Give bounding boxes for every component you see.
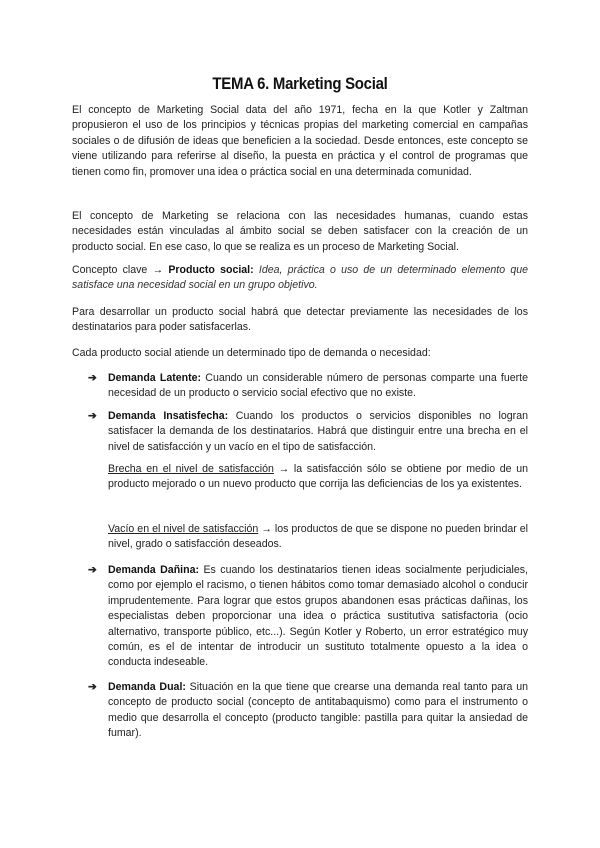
arrow-icon: ➔ [88, 372, 97, 384]
sub-term: Brecha en el nivel de satisfacción [108, 463, 274, 475]
arrow-icon: ➔ [88, 564, 97, 576]
bullet-dual-demand [88, 680, 528, 742]
sub-term: Vacío en el nivel de satisfacción [108, 523, 259, 535]
intro-paragraph: El concepto de Marketing Social data del año 1971, fecha en la que Kotler y Zaltman propusieron el uso de los principios y técnicas propias del marketing comercial en campañas sociales o de difusión de ideas que beneficien a la sociedad. Desde entonces, este concepto se viene utilizando para referirse al diseño, la puesta en práctica y el control de programas que tienen como fin, promover una idea o práctica social en una determinada comunidad. [72, 104, 528, 178]
key-concept-prefix: Concepto clave → [72, 264, 169, 276]
sub-text: → la satisfacción sólo se obtiene por medio de un producto mejorado o un nuevo producto que corrija las deficiencias de los ya existentes. [108, 463, 529, 491]
bullet-text: Es cuando los destinatarios tienen ideas socialmente perjudiciales, como por ejemplo el racismo, o tienen hábitos como tomar demasiado alcohol o conducir imprudentemente. Para lograr que estos grupos abandonen esas prácticas dañinas, los especialistas deben proporcionar una idea o práctica sustitutiva satisfactoria (ocio alternativo, transporte público, etc...). Según Kotler y Roberto, un error estratégico muy común, es el de intentar de introducir un sustituto totalmente opuesto a la idea o conducta indeseable. [108, 564, 528, 669]
bullet-harmful-demand [88, 563, 528, 671]
marketing-needs-paragraph: El concepto de Marketing se relaciona con las necesidades humanas, cuando estas necesidades están vinculadas al ámbito social se deben satisfacer con la creación de un producto social. En ese caso, lo que se realiza es un proceso de Marketing Social. [72, 210, 528, 253]
demand-intro: Cada producto social atiende un determinado tipo de demanda o necesidad: [72, 347, 431, 359]
bullet-latent-demand [88, 371, 529, 402]
sub-text: → los productos de que se dispone no pueden brindar el nivel, grado o satisfacción deseados. [108, 523, 528, 551]
void-satisfaction [108, 522, 528, 553]
bullet-term: Demanda Latente: [108, 372, 202, 384]
arrow-icon: ➔ [88, 681, 97, 693]
key-concept [72, 263, 528, 294]
key-concept-definition: Idea, práctica o uso de un determinado elemento que satisface una necesidad social en un grupo objetivo. [72, 264, 529, 292]
key-concept-term: Producto social: [168, 264, 254, 276]
bullet-unsatisfied-demand [88, 409, 528, 455]
bullet-term: Demanda Dañina: [108, 564, 199, 576]
bullet-term: Demanda Dual: [108, 681, 186, 693]
gap-satisfaction [108, 462, 528, 493]
bullet-text: Cuando los productos o servicios disponibles no logran satisfacer la demanda de los destinatarios. Habrá que distinguir entre una brecha en el nivel de satisfacción y un vacío en el tipo de satisfacción. [108, 410, 528, 453]
arrow-icon: ➔ [88, 410, 97, 422]
detect-needs-paragraph: Para desarrollar un producto social habrá que detectar previamente las necesidades de los destinatarios para poder satisfacerlas. [72, 306, 528, 334]
page-title: TEMA 6. Marketing Social [212, 74, 388, 93]
bullet-term: Demanda Insatisfecha: [108, 410, 229, 422]
bullet-text: Cuando un considerable número de personas comparte una fuerte necesidad de un producto o servicio social efectivo que no existe. [108, 372, 529, 400]
bullet-text: Situación en la que tiene que crearse una demanda real tanto para un concepto de producto social (concepto de antitabaquismo) como para el instrumento o medio que desarrolla el concepto (producto tangible: pastilla para quitar la ansiedad de fumar). [108, 681, 528, 740]
